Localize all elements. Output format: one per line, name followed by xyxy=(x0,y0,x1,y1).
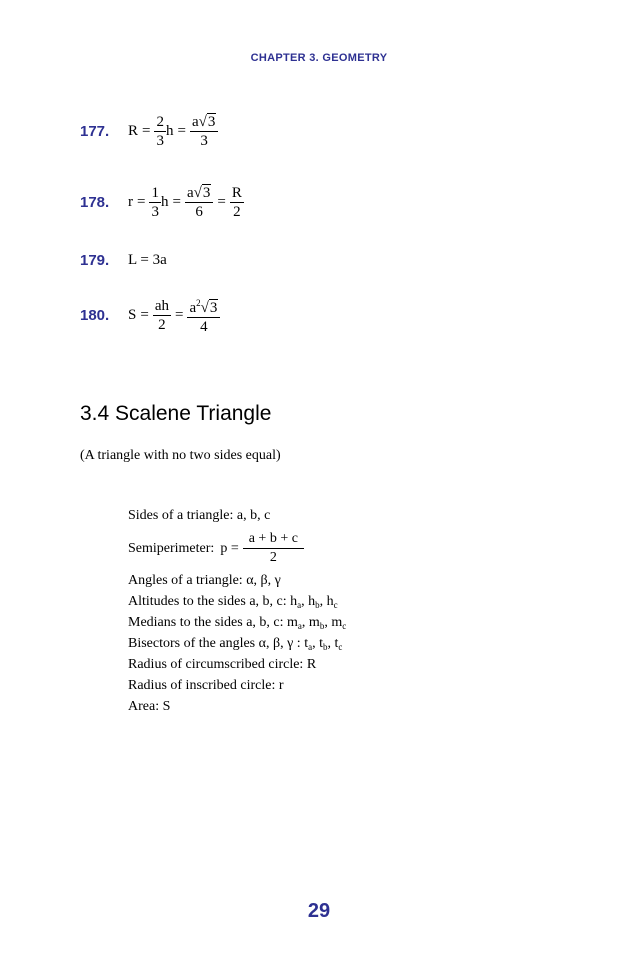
def-circumradius: Radius of circumscribed circle: R xyxy=(128,657,317,672)
formula-var: h xyxy=(165,123,174,139)
def-bisectors: Bisectors of the angles α, β, γ : $t_a$, $t_b$, $t_c$ xyxy=(128,636,343,652)
formula-number: 177. xyxy=(80,123,110,140)
formula-180 xyxy=(80,294,220,336)
formula-number: 179. xyxy=(80,252,110,269)
equals-sign: = xyxy=(140,306,149,323)
definitions-list xyxy=(128,505,346,717)
formula-number: 180. xyxy=(80,306,110,324)
equals-sign: = xyxy=(142,123,151,139)
def-semiperimeter: Semiperimeter: p = $\frac{a + b + c}{2}$ xyxy=(128,526,346,570)
section-subtitle: (A triangle with no two sides equal) xyxy=(80,448,281,463)
formula-lhs: S xyxy=(128,306,137,323)
fraction: $\frac{a√3}{6}$ xyxy=(185,184,213,221)
equals-sign: = xyxy=(177,123,186,139)
def-inradius: Radius of inscribed circle: r xyxy=(128,678,284,693)
formula-178 xyxy=(80,184,244,221)
def-sides: Sides of a triangle: a, b, c xyxy=(128,508,271,523)
formula-text: L = 3a xyxy=(128,252,167,268)
def-area: Area: S xyxy=(128,699,171,714)
chapter-header: CHAPTER 3. GEOMETRY xyxy=(250,52,388,64)
equals-sign: = xyxy=(217,194,226,210)
equals-sign: = xyxy=(174,306,184,323)
equals-sign: = xyxy=(172,194,181,210)
fraction: $\frac{1}{3}$ xyxy=(151,185,159,220)
formula-lhs: R xyxy=(128,123,139,139)
semiperimeter-fraction: $\frac{a + b + c}{2}$ xyxy=(243,530,304,567)
formula-number: 178. xyxy=(80,194,110,211)
page-number: 29 xyxy=(307,900,331,922)
fraction: $\frac{ah}{2}$ xyxy=(154,297,169,333)
fraction: $\frac{a√3}{3}$ xyxy=(190,113,218,150)
fraction: $\frac{R}{2}$ xyxy=(231,185,242,220)
fraction: $\frac{a^2√3}{4}$ xyxy=(187,294,220,336)
formula-177 xyxy=(80,113,218,150)
def-medians: Medians to the sides a, b, c: $m_a$, $m_b$, $m_c$ xyxy=(128,615,347,631)
formula-179 xyxy=(80,252,167,269)
formula-var: h xyxy=(160,194,169,210)
section-title: 3.4 Scalene Triangle xyxy=(80,402,272,425)
def-altitudes: Altitudes to the sides a, b, c: $h_a$, $h_b$, $h_c$ xyxy=(128,594,338,610)
equals-sign: = xyxy=(137,194,146,210)
def-angles: Angles of a triangle: α, β, γ xyxy=(128,573,281,588)
formula-lhs: r xyxy=(128,194,133,210)
fraction: $\frac{2}{3}$ xyxy=(156,114,164,149)
